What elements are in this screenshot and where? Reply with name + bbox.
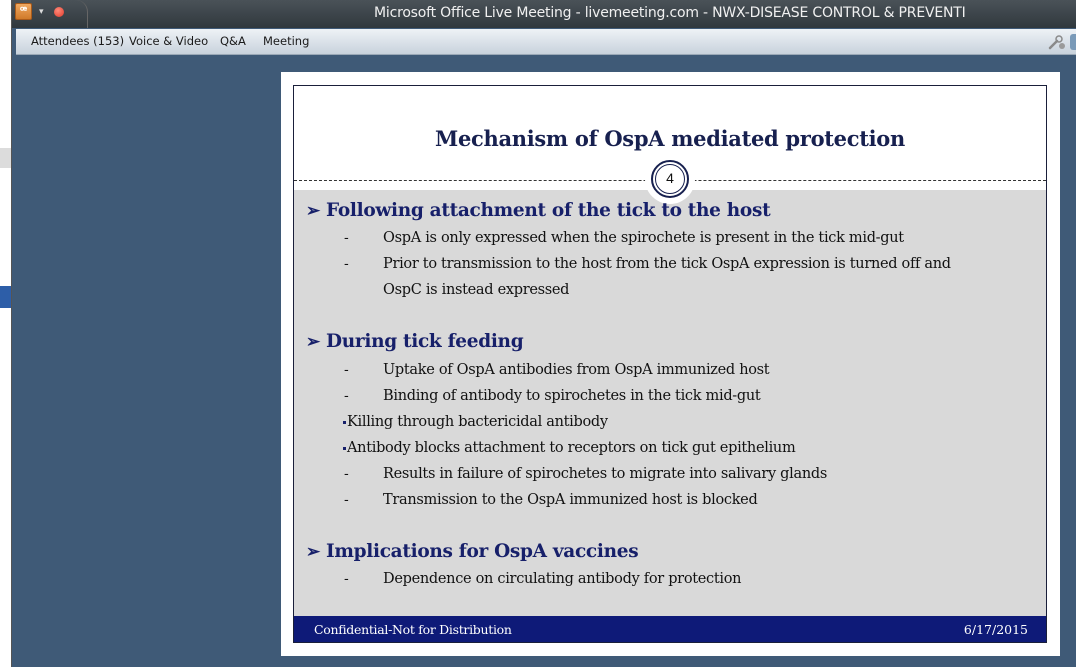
close-button[interactable] <box>54 7 64 17</box>
live-meeting-icon[interactable]: ꟹ <box>15 3 32 20</box>
window-separator <box>11 0 12 667</box>
slide-number: 4 <box>655 164 685 194</box>
menu-attendees[interactable]: Attendees (153) <box>31 34 125 48</box>
arrow-bullet-icon: ➢ <box>306 332 320 352</box>
slide <box>293 85 1047 643</box>
section-heading <box>306 541 638 562</box>
slide-number-badge <box>651 160 689 198</box>
slide-date: 6/17/2015 <box>963 622 1028 637</box>
confidential-notice: Confidential-Not for Distribution <box>314 622 512 637</box>
bullet-line: OspA is only expressed when the spirochete is present in the tick mid-gut <box>383 230 904 246</box>
section-heading <box>306 331 523 352</box>
menu-bar <box>16 29 1076 55</box>
dash-bullet: - <box>344 362 349 378</box>
arrow-bullet-icon: ➢ <box>306 542 320 562</box>
section-heading-text: During tick feeding <box>326 331 524 352</box>
titlebar-tab-edge <box>72 0 88 28</box>
slide-viewer <box>281 72 1060 656</box>
slide-title: Mechanism of OspA mediated protection <box>435 126 905 151</box>
window-title: Microsoft Office Live Meeting - livemeeting.com - NWX-DISEASE CONTROL & PREVENTI <box>374 5 966 21</box>
dash-bullet: - <box>344 256 349 272</box>
bullet-line: Prior to transmission to the host from the tick OspA expression is turned off and <box>383 256 951 272</box>
square-bullet-icon <box>343 447 346 450</box>
dash-bullet: - <box>344 571 349 587</box>
section-heading-text: Implications for OspA vaccines <box>326 541 639 562</box>
dash-bullet: - <box>344 230 349 246</box>
title-bar <box>12 0 1076 28</box>
webcam-icon[interactable] <box>1070 34 1076 50</box>
quick-access-dropdown-icon[interactable]: ▾ <box>39 6 44 16</box>
dash-bullet: - <box>344 388 349 404</box>
bullet-line: Binding of antibody to spirochetes in the tick mid-gut <box>383 388 761 404</box>
bullet-line: Transmission to the OspA immunized host is blocked <box>383 492 758 508</box>
bullet-line: Results in failure of spirochetes to migrate into salivary glands <box>383 466 827 482</box>
menu-qa[interactable]: Q&A <box>220 34 246 48</box>
square-bullet-icon <box>343 421 346 424</box>
section-heading-text: Following attachment of the tick to the host <box>326 200 771 221</box>
square-bullet-line <box>343 440 795 456</box>
bullet-line-continuation: OspC is instead expressed <box>383 282 570 298</box>
bullet-text: Killing through bactericidal antibody <box>347 414 608 430</box>
arrow-bullet-icon: ➢ <box>306 201 320 221</box>
menu-voice-video[interactable]: Voice & Video <box>129 34 209 48</box>
menu-meeting[interactable]: Meeting <box>263 34 310 48</box>
slide-footer <box>294 616 1046 643</box>
bullet-text: Antibody blocks attachment to receptors on tick gut epithelium <box>347 440 796 456</box>
bullet-line: Uptake of OspA antibodies from OspA immunized host <box>383 362 770 378</box>
background-window-edge <box>0 0 12 667</box>
bullet-line: Dependence on circulating antibody for protection <box>383 571 742 587</box>
tools-icon[interactable] <box>1048 34 1064 50</box>
dash-bullet: - <box>344 492 349 508</box>
dash-bullet: - <box>344 466 349 482</box>
square-bullet-line <box>343 414 608 430</box>
section-heading <box>306 200 770 221</box>
